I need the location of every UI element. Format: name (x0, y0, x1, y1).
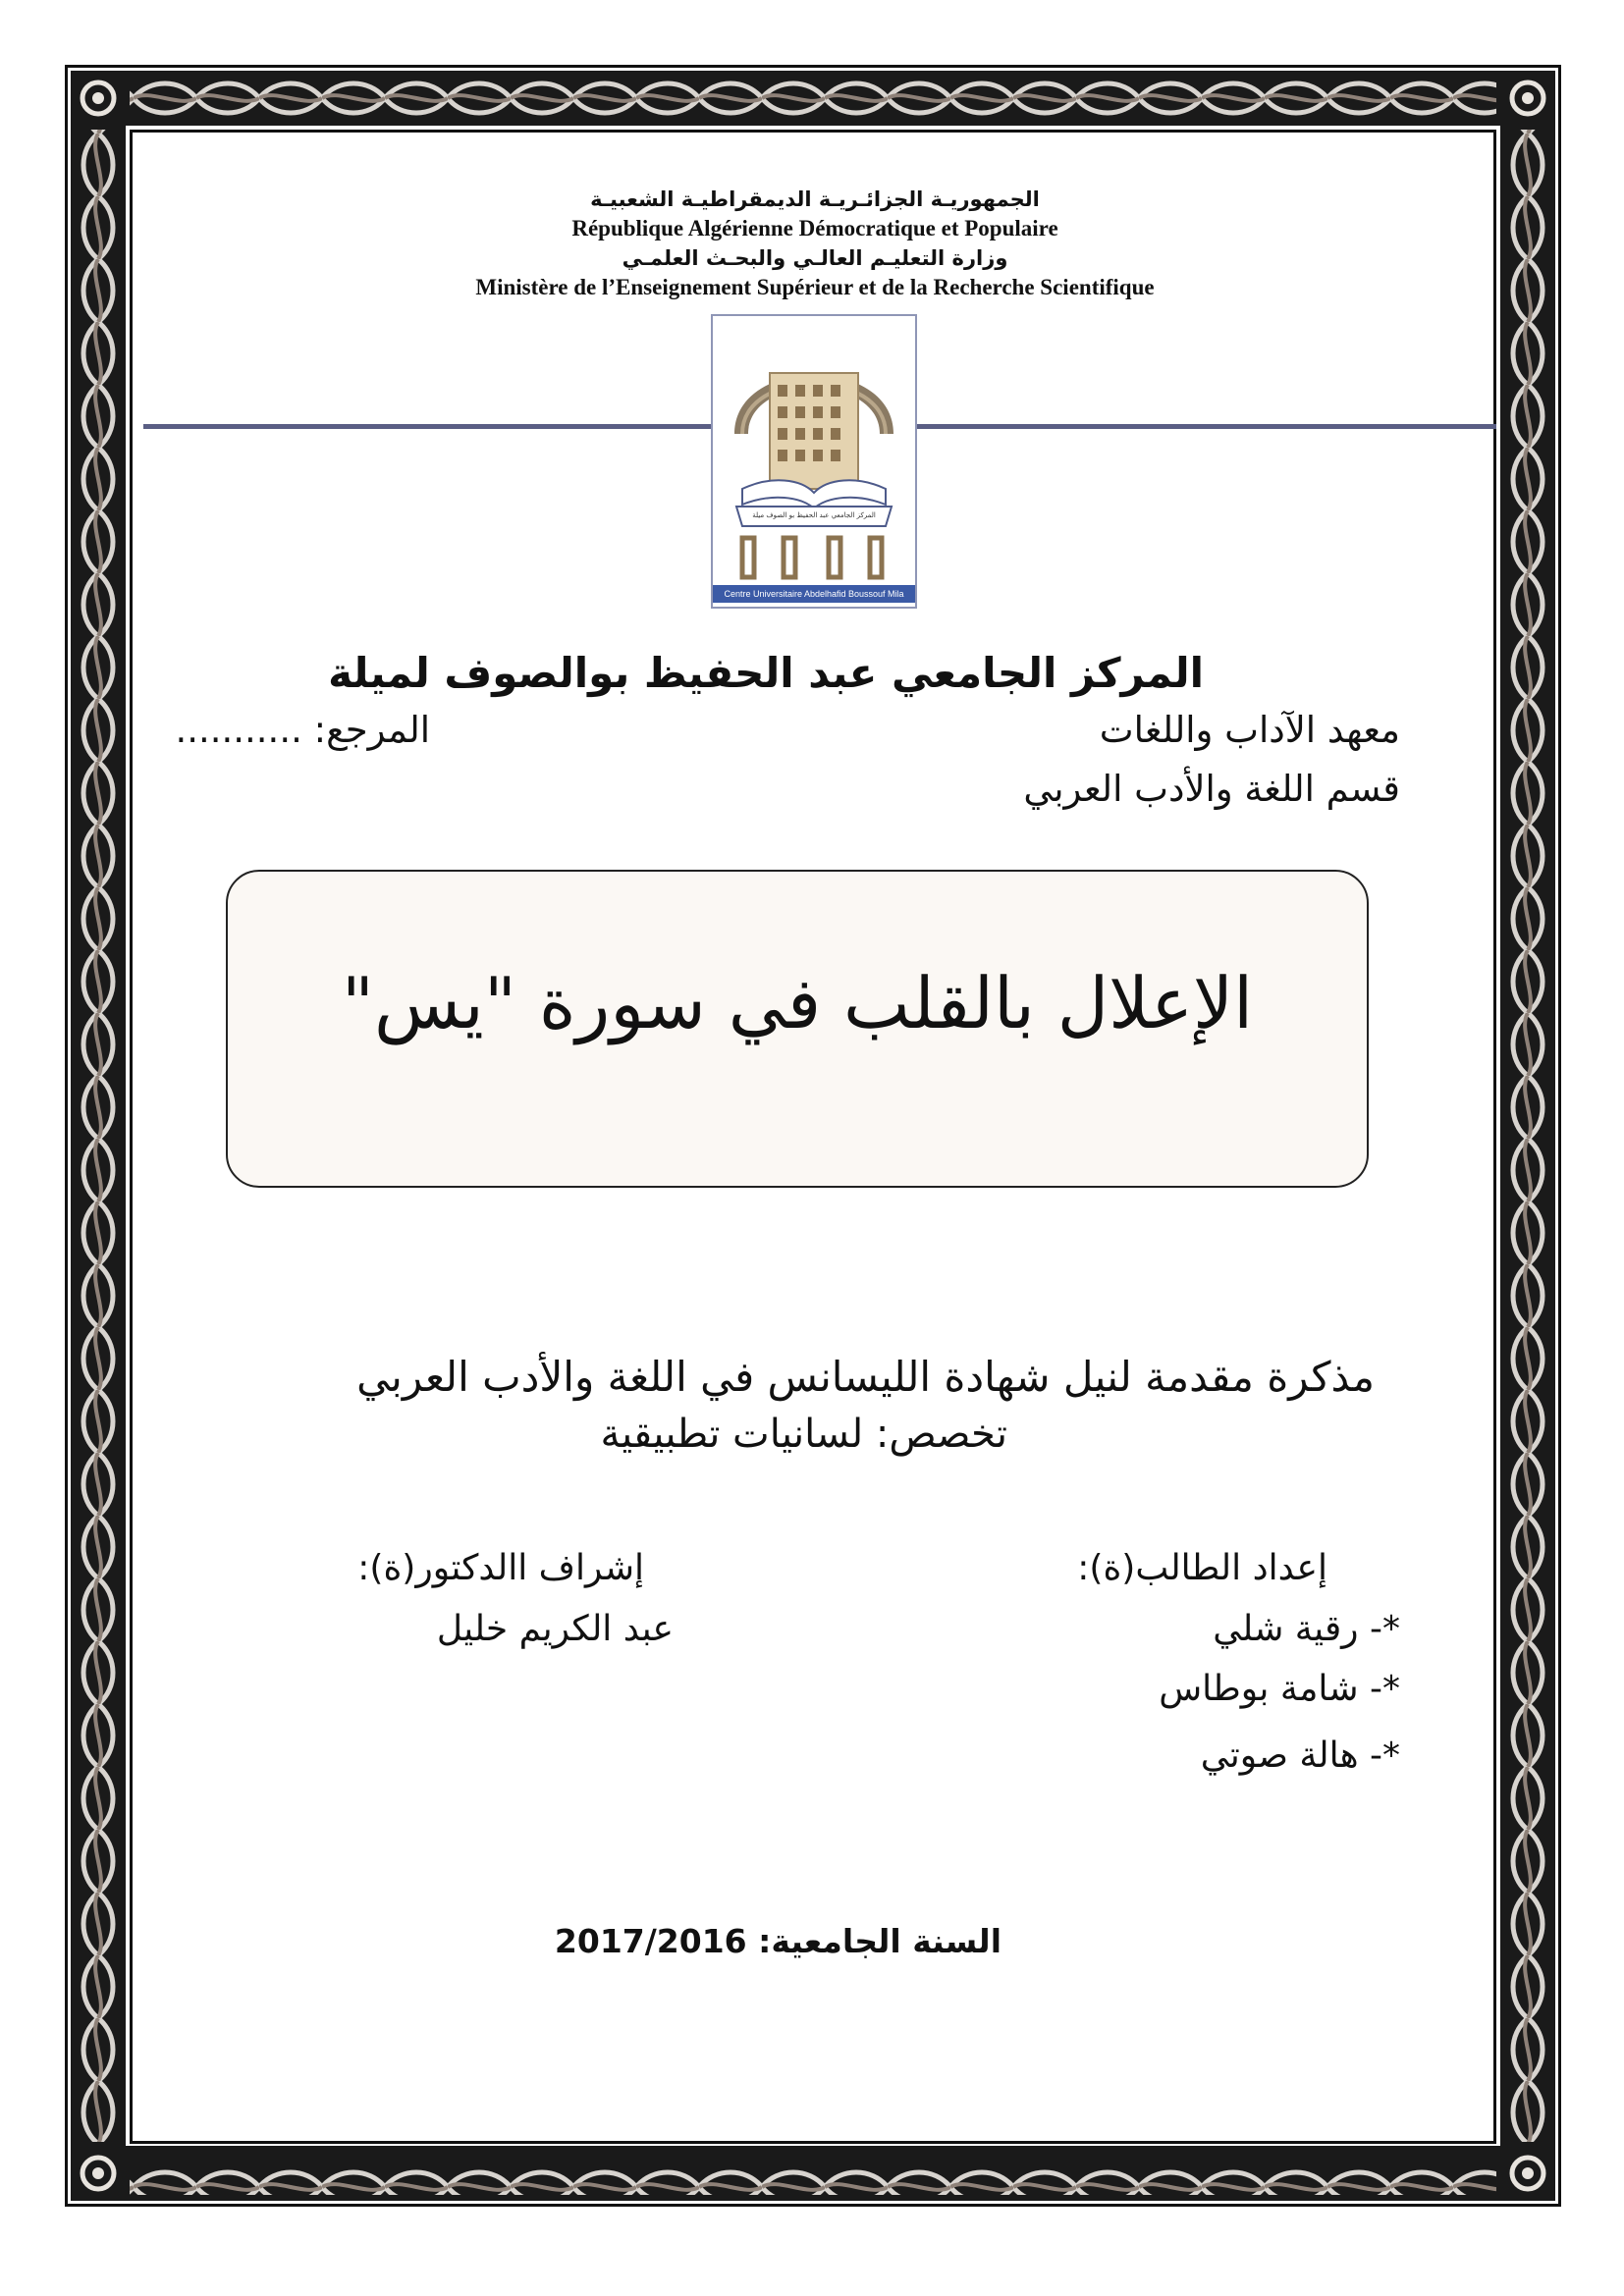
degree-statement: مذكرة مقدمة لنيل شهادة الليسانس في اللغة والأدب العربي (356, 1353, 1375, 1401)
students-label: إعداد الطالب(ة): (1077, 1548, 1327, 1588)
header-rule-right (917, 424, 1496, 429)
logo-banner-text: المركز الجامعي عبد الحفيظ بو الصوف ميلة (752, 511, 876, 519)
student-name: *- شامة بوطاس (1159, 1669, 1400, 1709)
thesis-title: الإعلال بالقلب في سورة "يس" (341, 962, 1254, 1044)
ministry-name-ar: وزارة التعليـم العالـي والبحـث العلمـي (622, 246, 1008, 270)
student-name: *- هالة صوتي (1200, 1735, 1400, 1776)
republic-name-fr: République Algérienne Démocratique et Populaire (571, 216, 1058, 240)
university-building-icon (713, 316, 915, 583)
logo-caption: Centre Universitaire Abdelhafid Boussouf Mila (713, 585, 915, 603)
official-header (334, 185, 1296, 302)
supervisor-name: عبد الكريم خليل (436, 1609, 674, 1649)
reference-number: المرجع: ........... (175, 709, 430, 751)
thesis-title-box (226, 870, 1369, 1188)
specialty: تخصص: لسانيات تطبيقية (600, 1412, 1007, 1457)
student-name: *- رقية شلي (1213, 1609, 1400, 1649)
republic-name-ar: الجمهوريـة الجزائـريـة الديمقراطيـة الشعبيـة (590, 187, 1040, 211)
institute-name: معهد الآداب واللغات (1099, 709, 1400, 751)
department-name: قسم اللغة والأدب العربي (1023, 768, 1400, 810)
academic-year: السنة الجامعية: 2017/2016 (554, 1922, 1001, 1960)
header-rule-left (143, 424, 711, 429)
university-logo (711, 314, 917, 609)
supervisor-label: إشراف االدكتور(ة): (357, 1548, 644, 1588)
ministry-name-fr: Ministère de l’Enseignement Supérieur et de la Recherche Scientifique (475, 275, 1155, 299)
institution-name: المركز الجامعي عبد الحفيظ بوالصوف لميلة (328, 649, 1204, 697)
